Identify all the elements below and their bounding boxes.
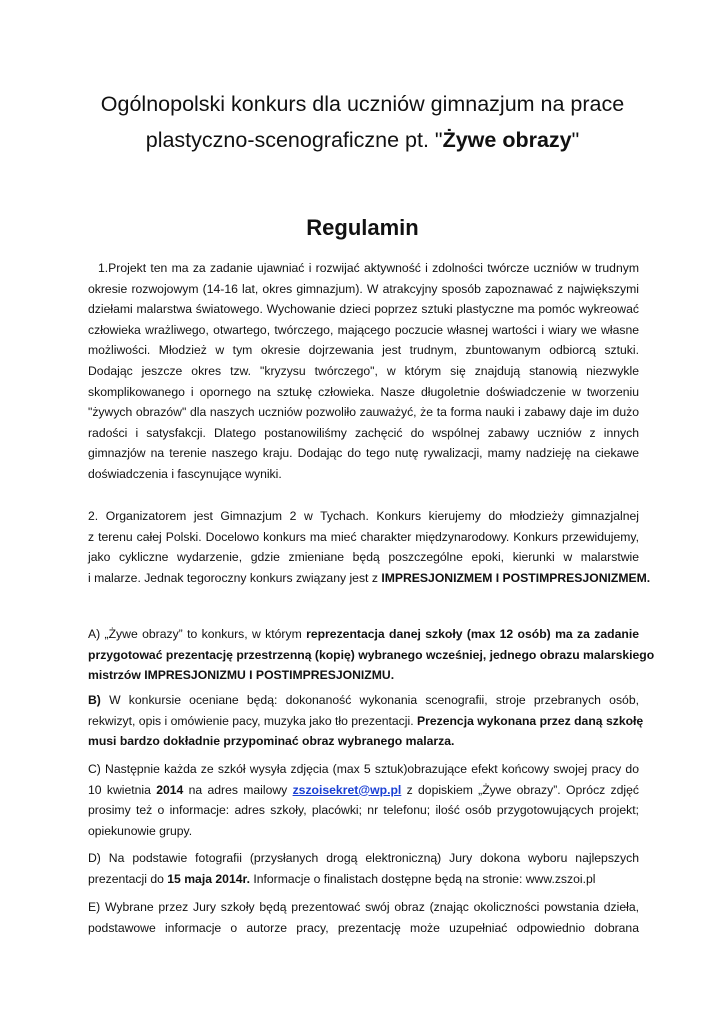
pb-line-text: W konkursie oceniane będą: dokonaność wykonania scenografii, stroje przebranych osób, (100, 693, 639, 707)
pa-line (88, 645, 655, 666)
pb-line (88, 731, 639, 752)
pa-line (88, 665, 639, 686)
title-bold-name: Żywe obrazy (442, 128, 572, 152)
pc-year: 2014 (156, 782, 184, 797)
p1-line: człowieka wrażliwego, otwartego, twórczego, mającego poczucie własnej wartości i wiary we własne (88, 322, 639, 337)
paragraph-c (88, 759, 639, 841)
paragraph-1 (88, 258, 639, 485)
pd-line: D) Na podstawie fotografii (przysłanych drogą elektroniczną) Jury dokona wyboru najlepszych (88, 851, 639, 865)
p1-line: możliwości. Młodzież w tym okresie dojrzewania jest trudnym, zbuntowanym odbiorcą sztuki. (88, 343, 639, 358)
title-line-2-suffix: " (571, 128, 580, 152)
paragraph-b (88, 690, 644, 752)
paragraph-2 (88, 506, 651, 588)
pa-line-text: A) „Żywe obrazy” to konkurs, w którym (88, 627, 307, 641)
paragraph-e (88, 897, 639, 938)
p2-line: 2. Organizatorem jest Gimnazjum 2 w Tychach. Konkurs kierujemy do młodzieży gimnazjalnej (88, 509, 639, 523)
pc-line (88, 780, 639, 801)
pb-line-bold: musi bardzo dokładnie przypominać obraz wybranego malarza. (88, 734, 455, 749)
p1-line: radości i satysfakcji. Dlatego postanowiliśmy zachęcić do wspólnej zabawy uczniów z innych (88, 425, 639, 440)
paragraph-d (88, 848, 639, 889)
pb-line (88, 690, 639, 711)
email-link[interactable]: zszoisekret@wp.pl (292, 782, 402, 797)
p1-line: Dodając jeszcze okres tzw. "kryzysu twórczego", w którym się znajdują stanowią niezwykle (88, 363, 639, 378)
pe-line: podstawowe informacje o autorze pracy, prezentację może uzupełniać odpowiednio dobrana (88, 920, 639, 935)
pb-line (88, 711, 644, 732)
p1-line: gimnazjów na terenie naszego kraju. Dodając do tego nutę rywalizacji, mamy nadzieję na ciekawe (88, 446, 639, 461)
pd-line-text: Informacje o finalistach dostępne będą na stronie: www.zszoi.pl (249, 871, 596, 886)
pd-deadline: 15 maja 2014r. (167, 871, 250, 886)
pa-line-bold: przygotować prezentację przestrzenną (kopię) wybranego wcześniej, jednego obrazu malarskiego (88, 647, 655, 662)
pb-label: B) (88, 693, 101, 707)
section-heading: Regulamin (306, 215, 419, 240)
paragraph-a (88, 624, 655, 686)
p1-line: doświadczenia i fascynujące wyniki. (88, 466, 282, 481)
title-line-1: Ogólnopolski konkurs dla uczniów gimnazjum na prace (100, 92, 625, 116)
pe-line: E) Wybrane przez Jury szkoły będą prezentować swój obraz (znając okoliczności powstania dzieła, (88, 900, 639, 914)
pc-line: C) Następnie każda ze szkół wysyła zdjęcia (max 5 sztuk)obrazujące efekt końcowy swojej pracy do (88, 762, 639, 776)
title-line-2 (70, 122, 655, 158)
title-line-2-prefix: plastyczno-scenograficzne pt. " (145, 128, 443, 152)
pa-line-bold: reprezentacja danej szkoły (max 12 osób) ma za zadanie (306, 627, 639, 641)
p2-line-bold: IMPRESJONIZMEM I POSTIMPRESJONIZMEM. (381, 570, 651, 585)
pc-line: opiekunowie grupy. (88, 823, 193, 838)
pb-line-text: rekwizyt, opis i omówienie pacy, muzyka jako tło prezentacji. (88, 713, 417, 728)
pd-line (88, 869, 639, 890)
pa-line (88, 624, 639, 645)
p2-line-text: i malarze. Jednak tegoroczny konkurs związany jest z (88, 570, 382, 585)
p2-line: z terenu całej Polski. Docelowo konkurs ma mieć charakter międzynarodowy. Konkurs przewidujemy, (88, 529, 639, 544)
p2-line: jako cykliczne wydarzenie, gdzie zmieniane będą poszczególne epoki, kierunki w malarstwie (88, 550, 639, 565)
p1-line: "żywych obrazów" dla naszych uczniów pozwoliło zauważyć, że ta forma nauki i zabawy daje im dużo (88, 405, 639, 420)
pa-line-bold: mistrzów IMPRESJONIZMU I POSTIMPRESJONIZMU. (88, 668, 395, 683)
pc-line: prosimy też o informacje: adres szkoły, placówki; nr telefonu; ilość osób przygotowujących projekt; (88, 803, 639, 818)
pc-line-text: z dopiskiem „Żywe obrazy”. Oprócz zdjęć (401, 782, 640, 797)
pc-line-text: 10 kwietnia (88, 782, 157, 797)
p1-line: skomplikowanego i opornego na sztukę człowieka. Nasze długoletnie doświadczenie w tworzeniu (88, 384, 639, 399)
pc-line-text: na adres mailowy (183, 782, 293, 797)
document-title (70, 86, 655, 158)
p1-line: 1.Projekt ten ma za zadanie ujawniać i rozwijać aktywność i zdolności twórcze uczniów w trudnym (98, 261, 639, 275)
p2-line (88, 568, 651, 589)
pd-line-text: prezentacji do (88, 871, 168, 886)
pb-line-bold: Prezencja wykonana przez daną szkołę (416, 713, 644, 728)
p1-line: dziełami malarstwa światowego. Wychowanie dzieci poprzez sztuki plastyczne ma pomóc wykreować (88, 302, 639, 317)
p1-line: okresie rozwojowym (14-16 lat, okres gimnazjum). W atrakcyjny sposób zapoznawać z największymi (88, 281, 639, 296)
